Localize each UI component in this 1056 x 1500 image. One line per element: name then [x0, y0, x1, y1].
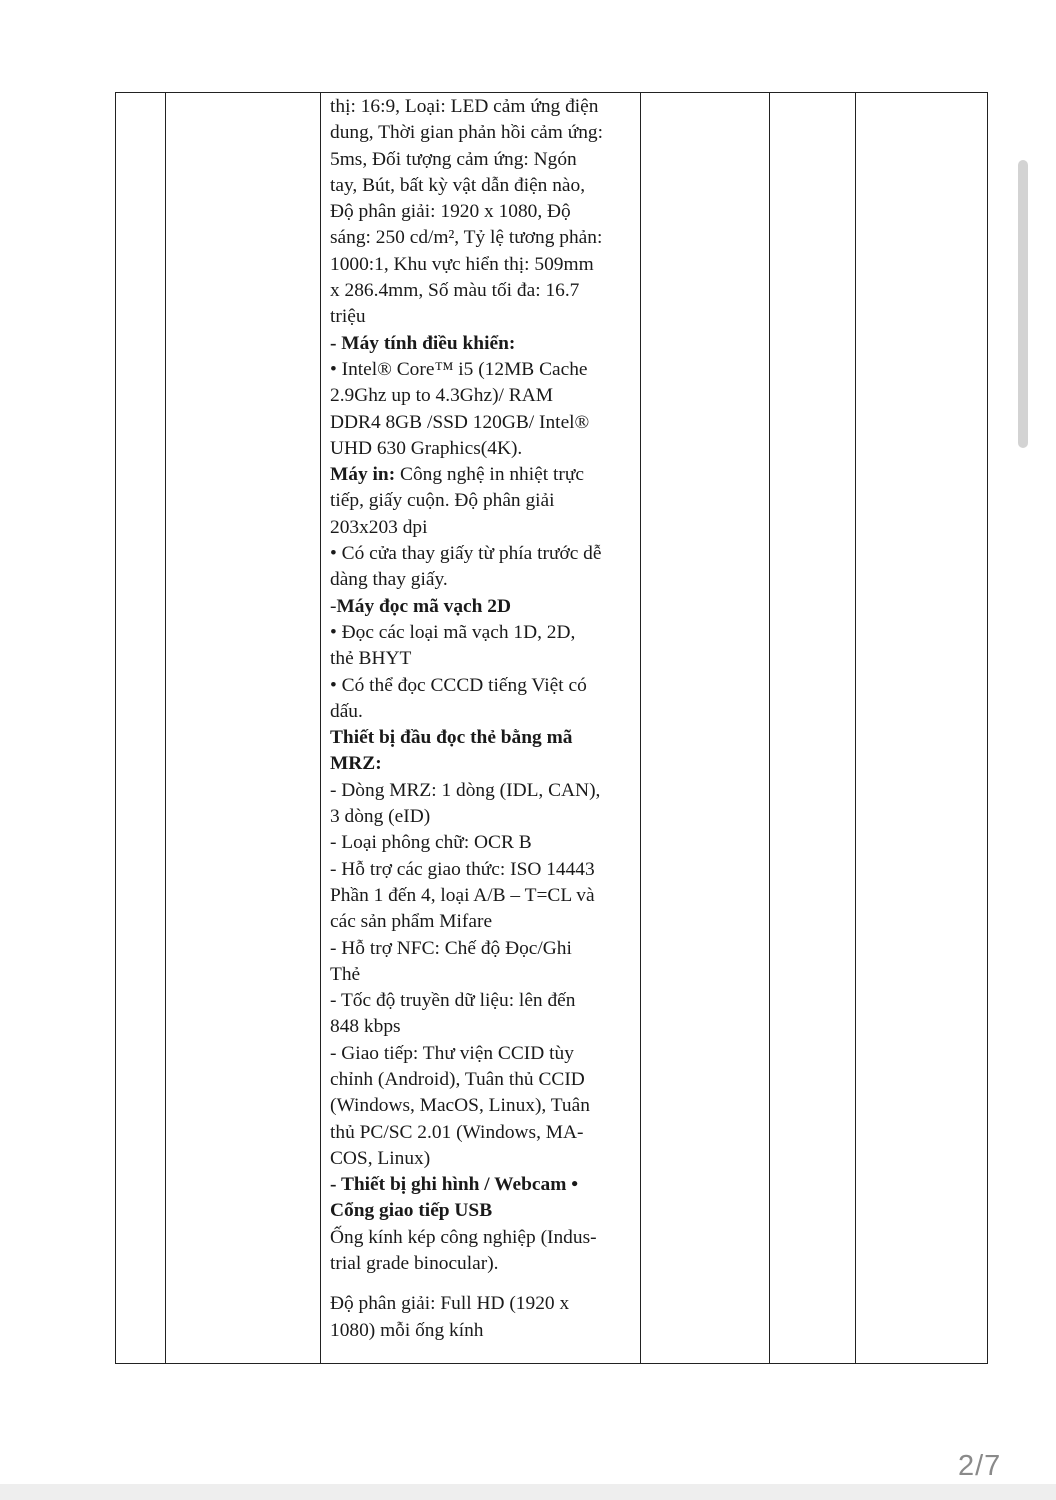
text-line	[330, 1225, 632, 1251]
text-line	[330, 331, 632, 357]
text-line	[330, 1067, 632, 1093]
text-line	[330, 383, 632, 409]
text-line	[330, 988, 632, 1014]
plain-text: UHD 630 Graphics(4K).	[330, 437, 523, 459]
plain-text: chỉnh (Android), Tuân thủ CCID	[330, 1068, 585, 1090]
plain-text: DDR4 8GB /SSD 120GB/ Intel®	[330, 411, 590, 433]
plain-text: tay, Bút, bất kỳ vật dẫn điện nào,	[330, 174, 586, 196]
text-line	[330, 830, 632, 856]
plain-text: Thẻ	[330, 963, 361, 985]
plain-text: COS, Linux)	[330, 1147, 431, 1169]
vertical-scrollbar[interactable]	[1018, 160, 1028, 448]
text-line	[330, 804, 632, 830]
plain-text: dấu.	[330, 700, 363, 722]
plain-text: thị: 16:9, Loại: LED cảm ứng điện	[330, 96, 599, 117]
table-cell-note	[856, 93, 988, 1364]
plain-text: (Windows, MacOS, Linux), Tuân	[330, 1095, 590, 1117]
text-line	[330, 1146, 632, 1172]
plain-text: - Hỗ trợ NFC: Chế độ Đọc/Ghi	[330, 937, 572, 959]
table-cell-stt	[116, 93, 166, 1364]
bold-text: Thiết bị đầu đọc thẻ bằng mã	[330, 727, 573, 749]
plain-text: 1000:1, Khu vực hiển thị: 509mm	[330, 253, 594, 275]
plain-text: - Hỗ trợ các giao thức: ISO 14443	[330, 858, 595, 880]
text-line	[330, 199, 632, 225]
bold-text: Máy đọc mã vạch 2D	[336, 595, 511, 617]
plain-text: các sản phẩm Mifare	[330, 911, 493, 933]
plain-text: • Đọc các loại mã vạch 1D, 2D,	[330, 621, 576, 643]
plain-text: - Loại phông chữ: OCR B	[330, 832, 532, 854]
table-row	[116, 93, 988, 1364]
text-line	[330, 1014, 632, 1040]
text-line	[330, 252, 632, 278]
plain-text: 203x203 dpi	[330, 516, 428, 538]
plain-text: 848 kbps	[330, 1016, 401, 1038]
text-line	[330, 1120, 632, 1146]
text-line	[330, 620, 632, 646]
plain-text: triệu	[330, 306, 366, 328]
plain-text: 5ms, Đối tượng cảm ứng: Ngón	[330, 148, 577, 170]
text-line	[330, 909, 632, 935]
bold-text: - Thiết bị ghi hình / Webcam •	[330, 1174, 578, 1196]
text-line	[330, 120, 632, 146]
text-line	[330, 751, 632, 777]
text-line	[330, 1093, 632, 1119]
plain-text: - Dòng MRZ: 1 dòng (IDL, CAN),	[330, 779, 601, 801]
text-line	[330, 594, 632, 620]
bold-text: - Máy tính điều khiển:	[330, 332, 516, 354]
table-cell-description	[321, 93, 641, 1364]
text-line	[330, 883, 632, 909]
table-cell-unit	[641, 93, 770, 1364]
page-indicator: 2/7	[958, 1450, 1002, 1482]
text-line	[330, 357, 632, 383]
bold-text: Máy in:	[330, 464, 396, 486]
text-line	[330, 278, 632, 304]
text-line	[330, 94, 632, 120]
plain-text: • Intel® Core™ i5 (12MB Cache	[330, 358, 588, 380]
bold-text: Cổng giao tiếp USB	[330, 1200, 493, 1222]
table-cell-name	[166, 93, 321, 1364]
text-line	[330, 1172, 632, 1198]
plain-text: -	[330, 595, 337, 617]
plain-text: Độ phân giải: 1920 x 1080, Độ	[330, 201, 571, 223]
text-line	[330, 699, 632, 725]
text-line	[330, 1291, 632, 1317]
description-text	[330, 93, 632, 1344]
text-line	[330, 173, 632, 199]
text-line	[330, 567, 632, 593]
text-line	[330, 410, 632, 436]
plain-text: tiếp, giấy cuộn. Độ phân giải	[330, 490, 555, 512]
text-line	[330, 1198, 632, 1224]
plain-text: 1080) mỗi ống kính	[330, 1319, 484, 1341]
plain-text: trial grade binocular).	[330, 1253, 499, 1275]
text-line	[330, 673, 632, 699]
plain-text: 3 dòng (eID)	[330, 806, 431, 828]
text-line	[330, 304, 632, 330]
plain-text: dung, Thời gian phản hồi cảm ứng:	[330, 122, 603, 144]
text-line	[330, 857, 632, 883]
text-line	[330, 1041, 632, 1067]
plain-text: • Có thể đọc CCCD tiếng Việt có	[330, 674, 587, 696]
plain-text: dàng thay giấy.	[330, 569, 448, 591]
text-line	[330, 778, 632, 804]
plain-text: - Giao tiếp: Thư viện CCID tùy	[330, 1042, 574, 1064]
plain-text: Công nghệ in nhiệt trực	[395, 464, 584, 486]
text-line	[330, 646, 632, 672]
table-cell-quantity	[770, 93, 856, 1364]
plain-text: - Tốc độ truyền dữ liệu: lên đến	[330, 990, 576, 1012]
bold-text: MRZ:	[330, 753, 382, 775]
plain-text: Ống kính kép công nghiệp (Indus-	[330, 1226, 597, 1248]
viewer-bottom-bar	[0, 1484, 1056, 1500]
plain-text: thẻ BHYT	[330, 648, 412, 670]
text-line	[330, 147, 632, 173]
text-line	[330, 541, 632, 567]
text-line	[330, 515, 632, 541]
spec-table	[115, 92, 988, 1364]
text-line	[330, 225, 632, 251]
paragraph-gap	[330, 1277, 632, 1291]
plain-text: Phần 1 đến 4, loại A/B – T=CL và	[330, 884, 595, 906]
plain-text: x 286.4mm, Số màu tối đa: 16.7	[330, 280, 580, 302]
text-line	[330, 725, 632, 751]
plain-text: 2.9Ghz up to 4.3Ghz)/ RAM	[330, 385, 553, 407]
text-line	[330, 436, 632, 462]
plain-text: sáng: 250 cd/m², Tỷ lệ tương phản:	[330, 227, 603, 249]
plain-text: Độ phân giải: Full HD (1920 x	[330, 1293, 570, 1315]
text-line	[330, 488, 632, 514]
plain-text: • Có cửa thay giấy từ phía trước dễ	[330, 543, 602, 565]
text-line	[330, 936, 632, 962]
text-line	[330, 962, 632, 988]
text-line	[330, 462, 632, 488]
text-line	[330, 1251, 632, 1277]
plain-text: thủ PC/SC 2.01 (Windows, MA-	[330, 1121, 584, 1143]
text-line	[330, 1318, 632, 1344]
